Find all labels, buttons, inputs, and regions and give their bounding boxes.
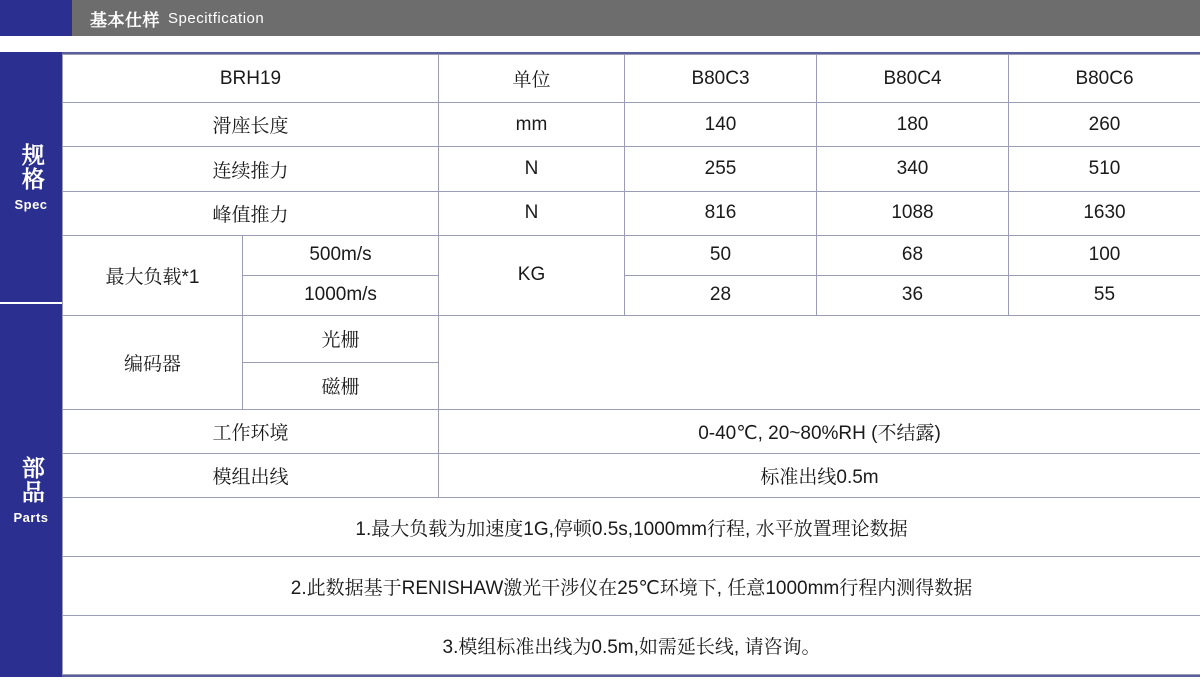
note-2: 2.此数据基于RENISHAW激光干涉仪在25℃环境下, 任意1000mm行程内测得数据 bbox=[63, 557, 1200, 616]
side-label-parts-en: Parts bbox=[13, 510, 49, 525]
cell-encoder-value bbox=[439, 315, 1200, 410]
row-unit-slider-length: mm bbox=[439, 103, 625, 147]
header-accent-block bbox=[0, 0, 72, 36]
row-label-encoder: 编码器 bbox=[63, 315, 243, 410]
row-sublabel-encoder-magnetic: 磁栅 bbox=[243, 362, 439, 409]
cell-cable-value: 标准出线0.5m bbox=[439, 454, 1200, 498]
header-cell-unit: 单位 bbox=[439, 55, 625, 103]
row-unit-max-load: KG bbox=[439, 235, 625, 315]
row-label-environment: 工作环境 bbox=[63, 410, 439, 454]
cell-max-load-1000-3: 55 bbox=[1009, 275, 1200, 315]
table-row bbox=[63, 498, 1200, 557]
note-3: 3.模组标准出线为0.5m,如需延长线, 请咨询。 bbox=[63, 616, 1200, 675]
cell-slider-length-3: 260 bbox=[1009, 103, 1200, 147]
table-row bbox=[63, 616, 1200, 675]
table-row bbox=[63, 191, 1200, 235]
spec-table bbox=[62, 54, 1200, 675]
header-cell-series: BRH19 bbox=[63, 55, 439, 103]
header-cell-model-1: B80C3 bbox=[625, 55, 817, 103]
cell-environment-value: 0-40℃, 20~80%RH (不结露) bbox=[439, 410, 1200, 454]
row-label-continuous-force: 连续推力 bbox=[63, 147, 439, 191]
table-row bbox=[63, 410, 1200, 454]
spec-sheet bbox=[0, 52, 1200, 677]
header-title-strip bbox=[72, 0, 1200, 36]
header-cell-model-2: B80C4 bbox=[817, 55, 1009, 103]
row-label-max-load: 最大负载*1 bbox=[63, 235, 243, 315]
row-sublabel-encoder-optical: 光栅 bbox=[243, 315, 439, 362]
header-title-en: Specitfication bbox=[168, 9, 265, 27]
side-label-column bbox=[0, 52, 62, 677]
table-row bbox=[63, 557, 1200, 616]
spec-table-wrap bbox=[62, 52, 1200, 677]
row-sublabel-max-load-1000: 1000m/s bbox=[243, 275, 439, 315]
cell-peak-force-2: 1088 bbox=[817, 191, 1009, 235]
cell-slider-length-2: 180 bbox=[817, 103, 1009, 147]
page-header bbox=[0, 0, 1200, 36]
table-header-row bbox=[63, 55, 1200, 103]
cell-max-load-500-2: 68 bbox=[817, 235, 1009, 275]
side-label-spec-cn: 规格 bbox=[18, 142, 45, 191]
cell-max-load-500-3: 100 bbox=[1009, 235, 1200, 275]
row-label-slider-length: 滑座长度 bbox=[63, 103, 439, 147]
table-row bbox=[63, 454, 1200, 498]
cell-max-load-1000-1: 28 bbox=[625, 275, 817, 315]
row-label-cable: 模组出线 bbox=[63, 454, 439, 498]
note-1: 1.最大负载为加速度1G,停顿0.5s,1000mm行程, 水平放置理论数据 bbox=[63, 498, 1200, 557]
table-row bbox=[63, 147, 1200, 191]
table-row bbox=[63, 235, 1200, 275]
table-row bbox=[63, 315, 1200, 362]
side-label-parts bbox=[0, 304, 62, 677]
header-title-cn: 基本仕样 bbox=[90, 10, 160, 30]
cell-continuous-force-3: 510 bbox=[1009, 147, 1200, 191]
cell-continuous-force-1: 255 bbox=[625, 147, 817, 191]
cell-slider-length-1: 140 bbox=[625, 103, 817, 147]
table-row bbox=[63, 103, 1200, 147]
side-label-parts-cn: 部品 bbox=[18, 456, 45, 504]
cell-max-load-1000-2: 36 bbox=[817, 275, 1009, 315]
header-cell-model-3: B80C6 bbox=[1009, 55, 1200, 103]
row-unit-peak-force: N bbox=[439, 191, 625, 235]
side-label-spec bbox=[0, 52, 62, 304]
row-sublabel-max-load-500: 500m/s bbox=[243, 235, 439, 275]
cell-peak-force-1: 816 bbox=[625, 191, 817, 235]
row-label-peak-force: 峰值推力 bbox=[63, 191, 439, 235]
cell-continuous-force-2: 340 bbox=[817, 147, 1009, 191]
cell-max-load-500-1: 50 bbox=[625, 235, 817, 275]
side-label-spec-en: Spec bbox=[14, 196, 48, 212]
cell-peak-force-3: 1630 bbox=[1009, 191, 1200, 235]
row-unit-continuous-force: N bbox=[439, 147, 625, 191]
